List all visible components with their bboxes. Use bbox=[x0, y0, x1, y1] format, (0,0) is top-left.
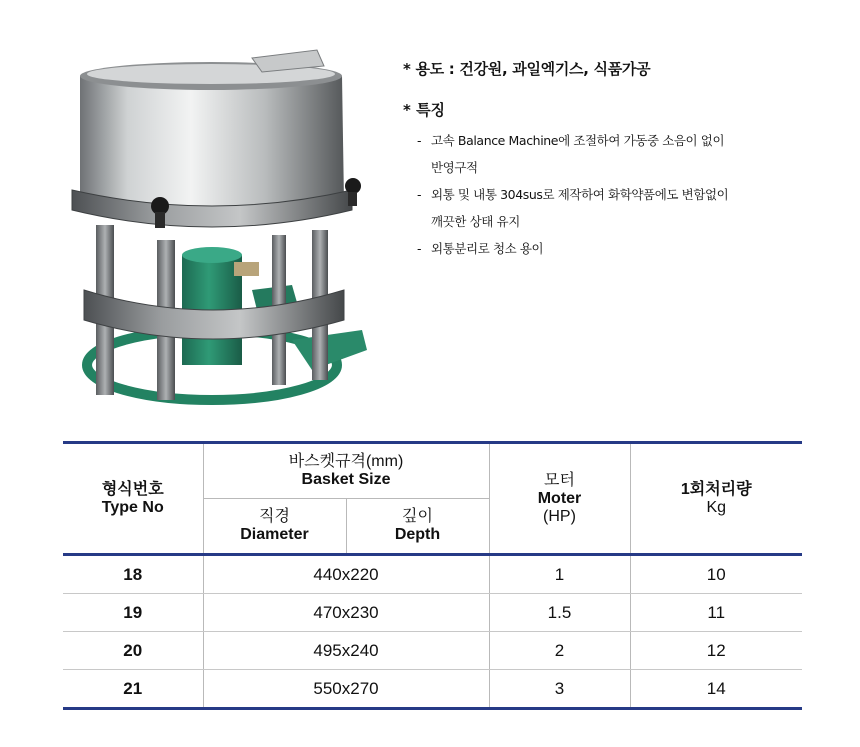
basket-size-header-ko: 바스켓규격(mm) bbox=[288, 453, 404, 470]
centrifuge-machine-image bbox=[62, 40, 382, 412]
capacity-cell: 11 bbox=[630, 594, 802, 632]
diameter-header bbox=[203, 499, 346, 555]
motor-cell: 1 bbox=[489, 555, 630, 594]
capacity-cell: 10 bbox=[630, 555, 802, 594]
type-cell: 21 bbox=[63, 670, 203, 709]
table-row bbox=[63, 632, 802, 670]
diameter-header-ko: 직경 bbox=[259, 508, 290, 525]
size-cell: 470x230 bbox=[203, 594, 489, 632]
feature-item: - 고속 Balance Machine에 조절하여 가동중 소음이 없이 bbox=[417, 127, 843, 154]
size-cell: 440x220 bbox=[203, 555, 489, 594]
table-row bbox=[63, 594, 802, 632]
capacity-header bbox=[630, 443, 802, 555]
capacity-cell: 14 bbox=[630, 670, 802, 709]
motor-header bbox=[489, 443, 630, 555]
type-no-header-en: Type No bbox=[101, 498, 164, 516]
feature-item: - 외통 및 내통 304sus로 제작하여 화학약품에도 변함없이 bbox=[417, 181, 843, 208]
table-row bbox=[63, 555, 802, 594]
motor-header-ko: 모터 bbox=[544, 471, 575, 489]
size-cell: 550x270 bbox=[203, 670, 489, 709]
motor-cell: 3 bbox=[489, 670, 630, 709]
type-no-header-ko: 형식번호 bbox=[101, 480, 164, 498]
depth-header-en: Depth bbox=[394, 526, 441, 543]
type-cell: 19 bbox=[63, 594, 203, 632]
depth-header-ko: 깊이 bbox=[402, 508, 433, 525]
motor-header-en: Moter bbox=[537, 489, 582, 507]
motor-header-unit: (HP) bbox=[543, 507, 576, 525]
motor-cell: 1.5 bbox=[489, 594, 630, 632]
depth-header bbox=[346, 499, 489, 555]
features-title: * 특징 bbox=[403, 101, 446, 119]
feature-item: - 외통분리로 청소 용이 bbox=[417, 235, 843, 262]
product-description bbox=[403, 58, 843, 262]
capacity-header-ko: 1회처리량 bbox=[680, 480, 752, 498]
features-list bbox=[403, 127, 843, 262]
basket-size-header-en: Basket Size bbox=[301, 471, 391, 488]
type-cell: 20 bbox=[63, 632, 203, 670]
feature-item-continuation: 깨끗한 상태 유지 bbox=[431, 214, 520, 229]
type-no-header bbox=[63, 443, 203, 555]
feature-item-continuation: 반영구적 bbox=[431, 160, 478, 175]
table-row bbox=[63, 670, 802, 709]
usage-line: * 용도 : 건강원, 과일엑기스, 식품가공 bbox=[403, 60, 651, 78]
size-cell: 495x240 bbox=[203, 632, 489, 670]
capacity-header-unit: Kg bbox=[706, 498, 727, 516]
motor-cell: 2 bbox=[489, 632, 630, 670]
basket-size-header bbox=[203, 443, 489, 499]
capacity-cell: 12 bbox=[630, 632, 802, 670]
diameter-header-en: Diameter bbox=[240, 526, 309, 543]
spec-table bbox=[63, 441, 802, 710]
type-cell: 18 bbox=[63, 555, 203, 594]
